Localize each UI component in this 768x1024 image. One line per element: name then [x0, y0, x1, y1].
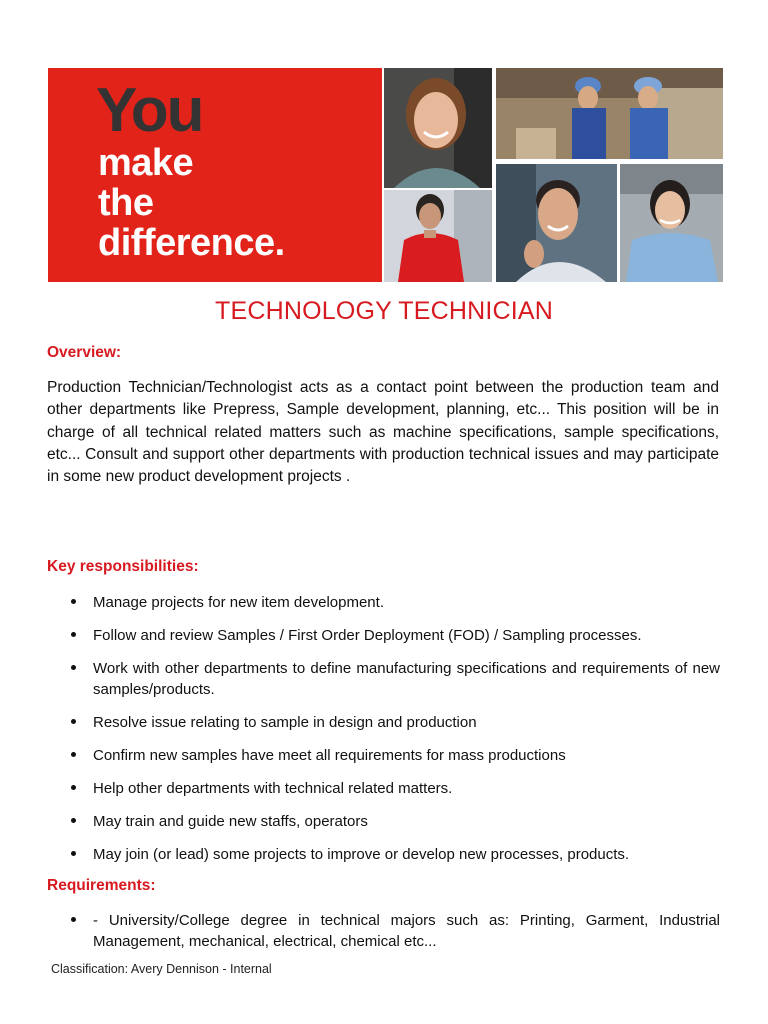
classification-footer: Classification: Avery Dennison - Internal — [51, 962, 272, 976]
tagline-make: make — [98, 142, 194, 184]
bullet-icon — [71, 917, 76, 922]
photo-smiling-man — [496, 164, 617, 282]
key-responsibilities-heading: Key responsibilities: — [47, 558, 199, 575]
overview-text: Production Technician/Technologist acts as a contact point between the production team and other departments like Prepress, Sample development, planning, etc... This position will be in charge of all technical related matters such as machine specifications, sample specifications, etc... Consult and support other departments with production technical issues and may participate in some new product development projects . — [47, 379, 719, 486]
bullet-icon — [71, 818, 76, 823]
bullet-icon — [71, 752, 76, 757]
list-item-text: - University/College degree in technical majors such as: Printing, Garment, Industrial Management, mechanical, electrical, chemical etc... — [93, 912, 720, 950]
list-item-text: Work with other departments to define manufacturing specifications and requirements of new samples/products. — [93, 660, 720, 698]
list-item — [47, 811, 720, 832]
list-item-text: May join (or lead) some projects to improve or develop new processes, products. — [93, 846, 630, 863]
list-item — [47, 592, 720, 613]
hero-banner — [48, 68, 723, 282]
overview-heading: Overview: — [47, 344, 122, 361]
photo-woman-lab-coat — [620, 164, 723, 282]
list-item-text: Confirm new samples have meet all requirements for mass productions — [93, 747, 566, 764]
responsibilities-list — [47, 592, 720, 877]
photo-lab-workers — [496, 68, 723, 159]
list-item-text: Manage projects for new item development. — [93, 594, 384, 611]
requirements-list — [47, 910, 720, 964]
list-item — [47, 910, 720, 952]
bullet-icon — [71, 851, 76, 856]
list-item-text: May train and guide new staffs, operators — [93, 813, 368, 830]
list-item — [47, 778, 720, 799]
tagline-panel — [48, 68, 382, 282]
list-item — [47, 712, 720, 733]
bullet-icon — [71, 599, 76, 604]
tagline-difference: difference. — [98, 222, 285, 264]
list-item — [47, 658, 720, 700]
bullet-icon — [71, 665, 76, 670]
tagline-you: You — [96, 76, 203, 145]
list-item — [47, 844, 720, 865]
photo-woman-red-shirt — [384, 190, 492, 282]
list-item — [47, 625, 720, 646]
tagline-the: the — [98, 182, 154, 224]
requirements-heading: Requirements: — [47, 877, 156, 894]
job-title: TECHNOLOGY TECHNICIAN — [214, 297, 554, 325]
photo-smiling-woman — [384, 68, 492, 188]
list-item-text: Resolve issue relating to sample in design and production — [93, 714, 477, 731]
bullet-icon — [71, 785, 76, 790]
list-item — [47, 745, 720, 766]
bullet-icon — [71, 632, 76, 637]
list-item-text: Follow and review Samples / First Order Deployment (FOD) / Sampling processes. — [93, 627, 642, 644]
bullet-icon — [71, 719, 76, 724]
list-item-text: Help other departments with technical related matters. — [93, 780, 453, 797]
